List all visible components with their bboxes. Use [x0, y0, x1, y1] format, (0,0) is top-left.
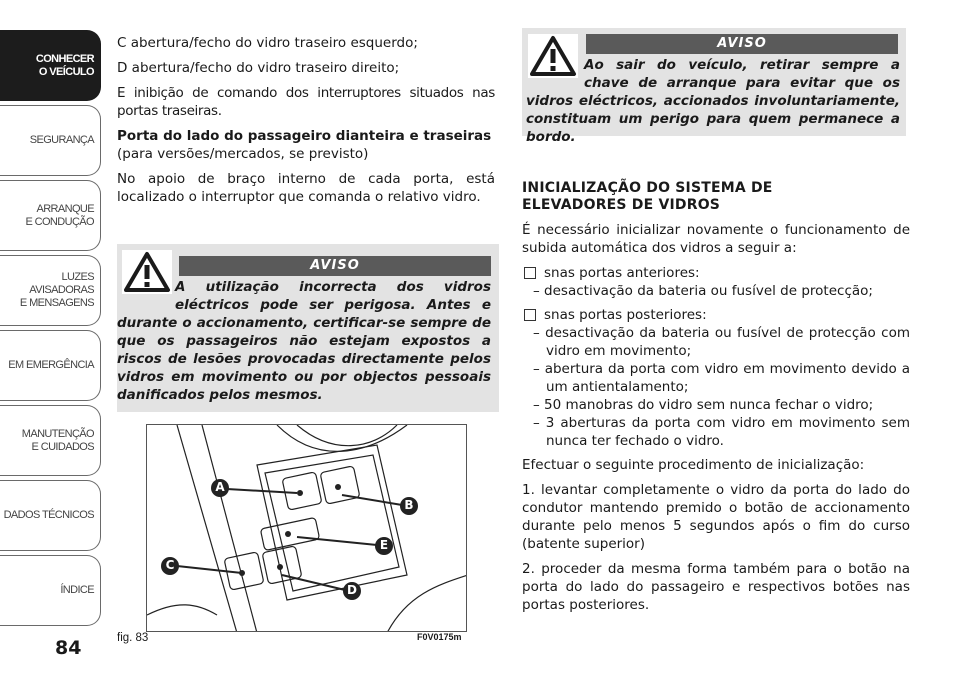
checkbox-bullet-icon — [524, 267, 536, 279]
paragraph-d: D abertura/fecho do vidro traseiro direito; — [117, 60, 400, 76]
section-heading: Porta do lado do passageiro dianteira e traseiras — [117, 128, 492, 144]
tab-em-emergencia[interactable]: EM EMERGÊNCIA — [0, 330, 101, 401]
bullet-rear-doors: snas portas posteriores: – desactivação da bateria ou fusível de protecção com vidro em movimento; – abertura da porta com vidro em movimento devido a um antientalamento; – 50 manobras do vidro sem nunca fechar o vidro; – 3 aberturas da porta com vidro em movimento sem nunca ter fechado o vidro. — [522, 306, 910, 450]
procedure-intro: Efectuar o seguinte procedimento de inicialização: — [522, 457, 865, 473]
bullet-front-doors: snas portas anteriores: – desactivação da bateria ou fusível de protecção; — [522, 264, 910, 300]
warning-label: AVISO — [179, 256, 491, 276]
callout-a: A — [215, 480, 225, 494]
tab-dados-tecnicos[interactable]: DADOS TÉCNICOS — [0, 480, 101, 551]
left-column — [117, 34, 495, 213]
tab-manutencao-e-cuidados[interactable]: MANUTENÇÃO E CUIDADOS — [0, 405, 101, 476]
tab-luzes-avisadoras[interactable]: LUZES AVISADORAS E MENSAGENS — [0, 255, 101, 326]
intro-paragraph: É necessário inicializar novamente o funcionamento de subida automática dos vidros a seguir a: — [522, 222, 910, 256]
tab-arranque-e-conducao[interactable]: ARRANQUE E CONDUÇÃO — [0, 180, 101, 251]
callout-e: E — [379, 538, 389, 552]
tab-indice[interactable]: ÍNDICE — [0, 555, 101, 626]
figure-code: F0V0175m — [417, 632, 462, 642]
section-title: INICIALIZAÇÃO DO SISTEMA DE ELEVADORES DE VIDROS — [522, 180, 773, 213]
warning-box-right — [522, 28, 906, 145]
tab-conhecer-o-veiculo[interactable]: CONHECER O VEÍCULO — [0, 30, 101, 101]
callout-d: D — [347, 583, 357, 597]
procedure-step-1: 1. levantar completamente o vidro da porta do lado do condutor mantendo premido o botão de accionamento durante pelo menos 5 segundos após o fim do curso (batente superior) — [522, 482, 910, 552]
page-number: 84 — [55, 637, 82, 659]
tab-seguranca[interactable]: SEGURANÇA — [0, 105, 101, 176]
warning-label: AVISO — [586, 34, 898, 54]
callout-b: B — [404, 498, 414, 512]
paragraph-e: E inibição de comando dos interruptores situados nas portas traseiras. — [117, 85, 495, 119]
procedure-step-2: 2. proceder da mesma forma também para o botão na porta do lado do passageiro e respectivos botões nas portas posteriores. — [522, 561, 910, 613]
warning-text: A utilização incorrecta dos vidros eléctricos pode ser perigosa. Antes e durante o accionamento, certificar-se sempre de que os passageiros não estejam expostos a riscos de lesões provocadas directamente pelos vidros em movimento ou por objectos pessoais danificados pelos mesmos. — [117, 279, 491, 403]
paragraph-switch: No apoio de braço interno de cada porta, está localizado o interruptor que comanda o relativo vidro. — [117, 171, 495, 205]
paragraph-c: C abertura/fecho do vidro traseiro esquerdo; — [117, 35, 418, 51]
switch-panel-illustration — [147, 425, 467, 632]
section-subheading: (para versões/mercados, se previsto) — [117, 146, 369, 162]
warning-text: Ao sair do veículo, retirar sempre a chave de arranque para evitar que os vidros eléctricos, accionados involuntariamente, constituam um perigo para quem permanece a bordo. — [526, 57, 900, 145]
warning-box-left — [117, 244, 499, 412]
figure-caption: fig. 83 — [117, 632, 149, 644]
right-column — [522, 180, 910, 621]
checkbox-bullet-icon — [524, 309, 536, 321]
figure-window-switches — [146, 424, 467, 632]
callout-c: C — [165, 558, 175, 572]
